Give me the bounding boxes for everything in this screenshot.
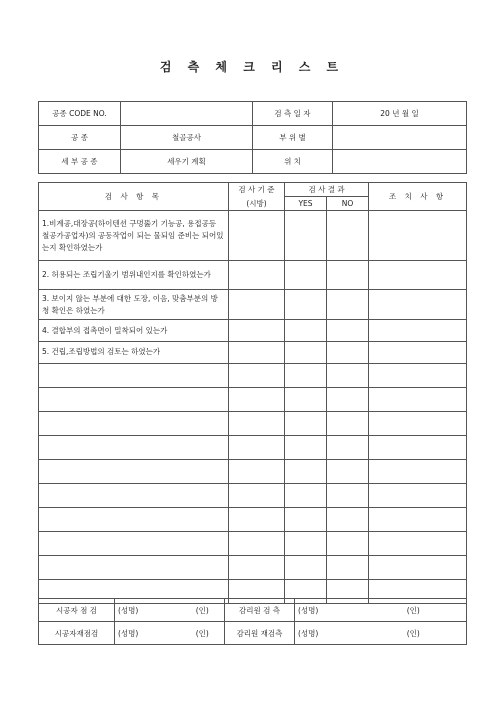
table-row	[39, 342, 467, 364]
no-cell[interactable]	[327, 342, 369, 364]
check-item: 1.비계공,대장공(하이텐션 구멍뚫기 기능공, 용접공등 철공가공업자)의 공동작업이 되는 물되임 준비는 되어있는지 확인하였는가	[39, 211, 229, 261]
table-row	[39, 320, 467, 342]
table-row	[39, 364, 467, 388]
label-inspection-date: 검 측 일 자	[253, 102, 333, 126]
std-cell[interactable]	[229, 290, 285, 320]
value-inspection-date[interactable]: 20 년 월 일	[333, 102, 467, 126]
yes-cell[interactable]	[285, 261, 327, 290]
yes-cell[interactable]	[285, 484, 327, 508]
std-cell[interactable]	[229, 532, 285, 556]
table-row	[39, 556, 467, 580]
label-location: 위 치	[253, 150, 333, 174]
no-cell[interactable]	[327, 436, 369, 460]
label-contractor-recheck: 시공자재점검	[39, 622, 115, 645]
no-cell[interactable]	[327, 532, 369, 556]
yes-cell[interactable]	[285, 556, 327, 580]
table-row	[39, 508, 467, 532]
action-cell[interactable]	[369, 436, 467, 460]
action-cell[interactable]	[369, 211, 467, 261]
yes-cell[interactable]	[285, 342, 327, 364]
supervisor-seal[interactable]: (인)	[361, 599, 467, 622]
std-cell[interactable]	[229, 412, 285, 436]
no-cell[interactable]	[327, 460, 369, 484]
action-cell[interactable]	[369, 261, 467, 290]
sign-table	[38, 598, 467, 645]
label-part: 부 위 별	[253, 126, 333, 150]
no-cell[interactable]	[327, 320, 369, 342]
label-contractor-check: 시공자 점 검	[39, 599, 115, 622]
value-work-type[interactable]: 철골공사	[121, 126, 253, 150]
action-cell[interactable]	[369, 320, 467, 342]
contractor-recheck-name[interactable]: (성명)	[115, 622, 181, 645]
value-code[interactable]	[121, 102, 253, 126]
page-title: 검 측 체 크 리 스 트	[159, 60, 345, 74]
action-cell[interactable]	[369, 412, 467, 436]
label-sub-work: 세 부 공 종	[39, 150, 121, 174]
action-cell[interactable]	[369, 290, 467, 320]
std-cell[interactable]	[229, 388, 285, 412]
yes-cell[interactable]	[285, 388, 327, 412]
no-cell[interactable]	[327, 412, 369, 436]
std-cell[interactable]	[229, 508, 285, 532]
header-table	[38, 101, 467, 174]
no-cell[interactable]	[327, 261, 369, 290]
item-cell[interactable]	[39, 412, 229, 436]
check-table	[38, 182, 467, 604]
no-cell[interactable]	[327, 508, 369, 532]
std-cell[interactable]	[229, 320, 285, 342]
yes-cell[interactable]	[285, 532, 327, 556]
col-item-header: 검 사 항 목	[39, 183, 229, 211]
item-cell[interactable]	[39, 436, 229, 460]
item-cell[interactable]	[39, 484, 229, 508]
table-row	[39, 532, 467, 556]
supervisor-recheck-name[interactable]: (성명)	[295, 622, 361, 645]
header-row-sub-work	[39, 150, 467, 174]
item-cell[interactable]	[39, 364, 229, 388]
std-cell[interactable]	[229, 556, 285, 580]
action-cell[interactable]	[369, 556, 467, 580]
value-location[interactable]	[333, 150, 467, 174]
label-code: 공종 CODE NO.	[39, 102, 121, 126]
table-row	[39, 261, 467, 290]
yes-cell[interactable]	[285, 320, 327, 342]
item-cell[interactable]	[39, 556, 229, 580]
table-row	[39, 388, 467, 412]
col-std-sub: (시방)	[229, 197, 285, 211]
check-item: 3. 보이지 않는 부분에 대한 도장, 이음, 맞춤부분의 방청 확인은 하였는가	[39, 290, 229, 320]
table-row	[39, 412, 467, 436]
no-cell[interactable]	[327, 556, 369, 580]
sign-row-second	[39, 622, 467, 645]
item-cell[interactable]	[39, 532, 229, 556]
action-cell[interactable]	[369, 532, 467, 556]
action-cell[interactable]	[369, 342, 467, 364]
col-result-header: 검 사 결 과	[285, 183, 369, 197]
table-row	[39, 460, 467, 484]
table-row	[39, 290, 467, 320]
check-item: 2. 허용되는 조립기울기 범위내인지를 확인하였는가	[39, 261, 229, 290]
check-header-row	[39, 183, 467, 197]
col-action-header: 조 치 사 항	[369, 183, 467, 211]
table-row	[39, 484, 467, 508]
action-cell[interactable]	[369, 364, 467, 388]
table-row	[39, 211, 467, 261]
check-item: 5. 건립,조립방법의 검토는 하였는가	[39, 342, 229, 364]
contractor-recheck-seal[interactable]: (인)	[181, 622, 225, 645]
col-no-header: NO	[327, 197, 369, 211]
yes-cell[interactable]	[285, 412, 327, 436]
yes-cell[interactable]	[285, 460, 327, 484]
supervisor-name[interactable]: (성명)	[295, 599, 361, 622]
action-cell[interactable]	[369, 460, 467, 484]
contractor-name[interactable]: (성명)	[115, 599, 181, 622]
item-cell[interactable]	[39, 388, 229, 412]
contractor-seal[interactable]: (인)	[181, 599, 225, 622]
std-cell[interactable]	[229, 364, 285, 388]
action-cell[interactable]	[369, 484, 467, 508]
item-cell[interactable]	[39, 460, 229, 484]
col-yes-header: YES	[285, 197, 327, 211]
label-supervisor-check: 감리원 검 측	[225, 599, 295, 622]
value-part[interactable]	[333, 126, 467, 150]
std-cell[interactable]	[229, 211, 285, 261]
header-row-code	[39, 102, 467, 126]
std-cell[interactable]	[229, 460, 285, 484]
yes-cell[interactable]	[285, 436, 327, 460]
label-work-type: 공 종	[39, 126, 121, 150]
label-supervisor-recheck: 감리원 재검측	[225, 622, 295, 645]
std-cell[interactable]	[229, 436, 285, 460]
no-cell[interactable]	[327, 290, 369, 320]
yes-cell[interactable]	[285, 364, 327, 388]
no-cell[interactable]	[327, 211, 369, 261]
yes-cell[interactable]	[285, 290, 327, 320]
no-cell[interactable]	[327, 388, 369, 412]
table-row	[39, 436, 467, 460]
std-cell[interactable]	[229, 484, 285, 508]
yes-cell[interactable]	[285, 508, 327, 532]
item-cell[interactable]	[39, 508, 229, 532]
std-cell[interactable]	[229, 261, 285, 290]
col-std-header: 검 사 기 준	[229, 183, 285, 197]
action-cell[interactable]	[369, 508, 467, 532]
sign-row-first	[39, 599, 467, 622]
header-row-work-type	[39, 126, 467, 150]
no-cell[interactable]	[327, 484, 369, 508]
supervisor-recheck-seal[interactable]: (인)	[361, 622, 467, 645]
action-cell[interactable]	[369, 388, 467, 412]
std-cell[interactable]	[229, 342, 285, 364]
no-cell[interactable]	[327, 364, 369, 388]
yes-cell[interactable]	[285, 211, 327, 261]
value-sub-work[interactable]: 세우기 계획	[121, 150, 253, 174]
check-item: 4. 결합부의 접촉면이 밀착되어 있는가	[39, 320, 229, 342]
